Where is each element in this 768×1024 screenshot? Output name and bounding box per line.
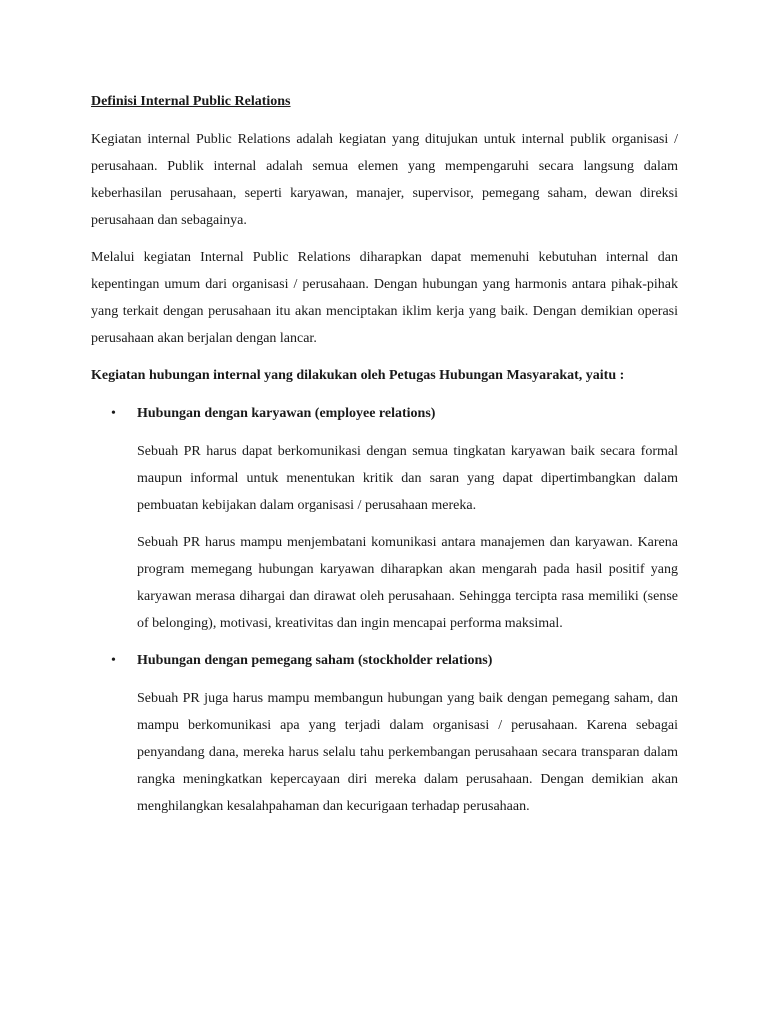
section-subheading: Kegiatan hubungan internal yang dilakukan oleh Petugas Hubungan Masyarakat, yaitu : — [91, 368, 625, 383]
intro-paragraph-1: Kegiatan internal Public Relations adalah kegiatan yang ditujukan untuk internal publik organisasi / perusahaan. Publik internal adalah semua elemen yang mempengaruhi secara langsung dalam keberhasilan perusahaan, seperti karyawan, manajer, supervisor, pemegang saham, dewan direksi perusahaan dan sebagainya. — [91, 132, 678, 228]
bullet-item-employee-relations — [91, 400, 678, 637]
bullet-paragraph: Sebuah PR harus dapat berkomunikasi dengan semua tingkatan karyawan baik secara formal maupun informal untuk menentukan kritik dan saran yang dapat dipertimbangkan dalam pembuatan kebijakan dalam organisasi / perusahaan mereka. — [137, 444, 678, 513]
bullet-paragraph: Sebuah PR harus mampu menjembatani komunikasi antara manajemen dan karyawan. Karena program memegang hubungan karyawan diharapkan akan mengarah pada hasil positif yang karyawan merasa dihargai dan dirawat oleh perusahaan. Sehingga tercipta rasa memiliki (sense of belonging), motivasi, kreativitas dan ingin mencapai performa maksimal. — [137, 535, 678, 631]
intro-paragraph-2: Melalui kegiatan Internal Public Relations diharapkan dapat memenuhi kebutuhan internal dan kepentingan umum dari organisasi / perusahaan. Dengan hubungan yang harmonis antara pihak-pihak yang terkait dengan perusahaan itu akan menciptakan iklim kerja yang baik. Dengan demikian operasi perusahaan akan berjalan dengan lancar. — [91, 250, 678, 346]
bullet-item-stockholder-relations — [91, 647, 678, 820]
bullet-dot-icon: • — [111, 406, 116, 421]
bullet-title: Hubungan dengan pemegang saham (stockholder relations) — [137, 653, 493, 668]
bullet-paragraph: Sebuah PR juga harus mampu membangun hubungan yang baik dengan pemegang saham, dan mampu berkomunikasi apa yang terjadi dalam organisasi / perusahaan. Karena sebagai penyandang dana, mereka harus selalu tahu perkembangan perusahaan secara transparan dalam rangka meningkatkan kepercayaan diri mereka dalam perusahaan. Dengan demikian akan menghilangkan kesalahpahaman dan kecurigaan terhadap perusahaan. — [137, 691, 678, 814]
document-page — [91, 88, 678, 830]
bullet-dot-icon: • — [111, 653, 116, 668]
document-title: Definisi Internal Public Relations — [91, 94, 291, 109]
bullet-title: Hubungan dengan karyawan (employee relations) — [137, 406, 436, 421]
